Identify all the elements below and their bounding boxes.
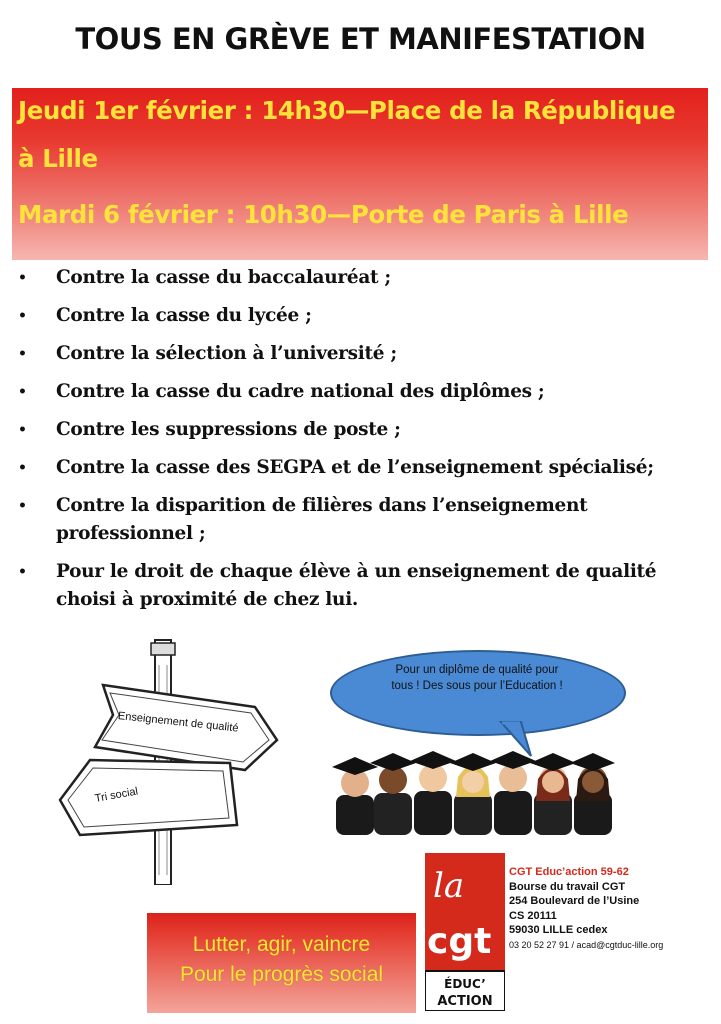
graduate-figure (370, 753, 416, 835)
graduate-figure (490, 751, 536, 835)
graduate-figure (530, 753, 576, 835)
graduate-figure (450, 753, 496, 835)
graduate-figure (570, 753, 615, 835)
slogan-line-2: Pour le progrès social (179, 963, 384, 986)
contact-phone-email: 03 20 52 27 91 / acad@cgtduc-lille.org (509, 939, 664, 950)
logo-text-la: la (433, 866, 465, 906)
contact-line: Bourse du travail CGT (509, 880, 626, 893)
date-line-1: Jeudi 1er février : 14h30—Place de la République (18, 96, 676, 125)
bullet-icon: • (18, 564, 27, 580)
bullet-icon: • (18, 498, 27, 514)
dates-banner (12, 88, 708, 260)
logo-text-educ: ÉDUC’ (444, 977, 486, 991)
slogan-line-1: Lutter, agir, vaincre (192, 933, 371, 956)
list-item (0, 492, 721, 548)
contact-line: CS 20111 (509, 909, 557, 922)
signpost-illustration (55, 635, 305, 885)
logo-text-action: ACTION (437, 994, 493, 1009)
demand-text: Contre les suppressions de poste ; (56, 419, 401, 440)
bullet-icon: • (18, 270, 27, 286)
demand-text-continued: choisi à proximité de chez lui. (56, 589, 359, 610)
date-line-2: à Lille (18, 144, 98, 173)
cgt-educaction-logo (425, 853, 505, 1011)
graduates-illustration (330, 735, 615, 835)
list-item (0, 378, 721, 406)
bullet-icon: • (18, 384, 27, 400)
demands-list (0, 264, 721, 624)
signpost-cap (151, 643, 175, 655)
list-item (0, 558, 721, 614)
list-item (0, 340, 721, 368)
bullet-icon: • (18, 460, 27, 476)
demand-text: Contre la casse des SEGPA et de l’enseignement spécialisé; (56, 457, 654, 478)
date-line-3: Mardi 6 février : 10h30—Porte de Paris à Lille (18, 200, 629, 229)
demand-text: Contre la sélection à l’université ; (56, 343, 397, 364)
contact-org: CGT Educ’action 59-62 (509, 866, 629, 878)
demand-text: Contre la disparition de filières dans l’enseignement (56, 495, 588, 516)
graduate-figure (410, 751, 456, 835)
contact-line: 254 Boulevard de l’Usine (509, 895, 640, 907)
list-item (0, 302, 721, 330)
demand-text: Pour le droit de chaque élève à un enseignement de qualité (56, 561, 657, 582)
page-title: TOUS EN GRÈVE ET MANIFESTATION (75, 22, 646, 56)
contact-line: 59030 LILLE cedex (509, 924, 608, 936)
list-item (0, 264, 721, 292)
graduate-figure (332, 757, 378, 835)
bubble-line-2: tous ! Des sous pour l’Education ! (391, 680, 563, 692)
list-item (0, 416, 721, 444)
bottom-arrow-sign (60, 760, 237, 835)
demand-text: Contre la casse du lycée ; (56, 305, 312, 326)
bullet-icon: • (18, 422, 27, 438)
list-item (0, 454, 721, 482)
contact-block (509, 865, 663, 952)
bubble-line-1: Pour un diplôme de qualité pour (395, 664, 559, 676)
slogan-box (147, 913, 416, 1013)
demand-text-continued: professionnel ; (56, 523, 206, 544)
demand-text: Contre la casse du baccalauréat ; (56, 267, 391, 288)
top-sign-label: Enseignement de qualité (117, 710, 240, 735)
bullet-icon: • (18, 308, 27, 324)
demand-text: Contre la casse du cadre national des diplômes ; (56, 381, 545, 402)
bottom-sign-label: Tri social (93, 785, 139, 805)
speech-bubble-text (352, 662, 602, 694)
logo-text-cgt: cgt (427, 921, 492, 962)
bullet-icon: • (18, 346, 27, 362)
